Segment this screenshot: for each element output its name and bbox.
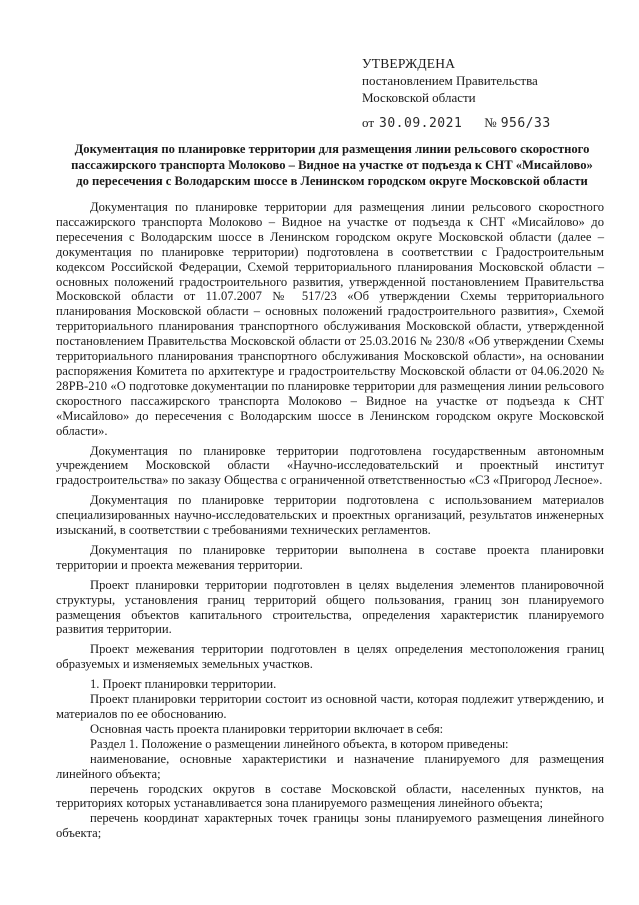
title-line-2: пассажирского транспорта Молоково – Видное на участке от подъезда к СНТ «Мисайлово» [71,158,593,172]
paragraph: Проект планировки территории состоит из основной части, которая подлежит утверждению, и материалов по ее обоснованию. [56,692,604,721]
paragraph: Документация по планировке территории выполнена в составе проекта планировки территории и проекта межевания территории. [56,542,604,572]
approval-date-number-row [362,114,622,132]
approval-date: 30.09.2021 [379,116,463,131]
paragraph: Документация по планировке территории подготовлена государственным автономным учреждением Московской области «Научно-исследовательский и проектный институт градостроительства» по заказу Общества с ограниченной ответственностью «СЗ «Пригород Лесное». [56,443,604,488]
list-item: перечень координат характерных точек границы зоны планируемого размещения линейного объекта; [56,811,604,841]
document-title [52,141,612,189]
date-prefix: от [362,115,375,130]
paragraph: Основная часть проекта планировки территории включает в себя: [90,721,444,736]
number-label: № [484,115,497,130]
paragraph: Проект планировки территории подготовлен в целях выделения элементов планировочной структуры, установления границ территорий общего пользования, границ зон планируемого размещения объектов капитального строительства, определения характеристик планируемого развития территории. [56,577,604,637]
approval-heading: УТВЕРЖДЕНА [362,56,456,71]
paragraph: Документация по планировке территории для размещения линии рельсового скоростного пассажирского транспорта Молоково – Видное на участке от подъезда к СНТ «Мисайлово» до пересечения с Володарским шоссе в Ленинском городском округе Московской области (далее – документация по планировке территории) подготовлена в соответствии с Градостроительным кодексом Российской Федерации, Схемой территориального планирования Московской области – основных положений градостроительного развития, утвержденной постановлением Правительства Московской области от 11.07.2007 № 517/23 «Об утверждении Схемы территориального планирования Московской области – основных положений градостроительного развития», Схемой территориального планирования транспортного обслуживания Московской области, утвержденной постановлением Правительства Московской области от 25.03.2016 № 230/8 «Об утверждении Схемы территориального планирования транспортного обслуживания Московской области», на основании распоряжения Комитета по архитектуре и градостроительству Московской области от 04.06.2020 № 28РВ-210 «О подготовке документации по планировке территории для размещения линии рельсового скоростного пассажирского транспорта Молоково – Видное на участке от подъезда к СНТ «Мисайлово» до пересечения с Володарским шоссе в Ленинском городском округе Московской области». [56,200,604,438]
paragraph: Документация по планировке территории подготовлена с использованием материалов специализированных научно-исследовательских и проектных организаций, результатов инженерных изысканий, в соответствии с требованиями технических регламентов. [56,493,604,538]
approval-region: Московской области [362,90,476,105]
section-heading: 1. Проект планировки территории. [90,677,277,692]
title-line-1: Документация по планировке территории для размещения линии рельсового скоростного [74,142,590,156]
paragraph: Проект межевания территории подготовлен в целях определения местоположения границ образуемых и изменяемых земельных участков. [56,642,604,672]
approval-authority: постановлением Правительства [362,73,538,88]
list-item: наименование, основные характеристики и назначение планируемого для размещения линейного объекта; [56,751,604,781]
approval-number: 956/33 [500,116,551,131]
approval-block [362,55,622,132]
document-body [56,200,604,841]
title-line-3: до пересечения с Володарским шоссе в Ленинском городском округе Московской области [76,174,588,188]
paragraph: Раздел 1. Положение о размещении линейного объекта, в котором приведены: [90,736,509,751]
list-item: перечень городских округов в составе Московской области, населенных пунктов, на территориях которых устанавливается зона планируемого размещения линейного объекта; [56,781,604,811]
